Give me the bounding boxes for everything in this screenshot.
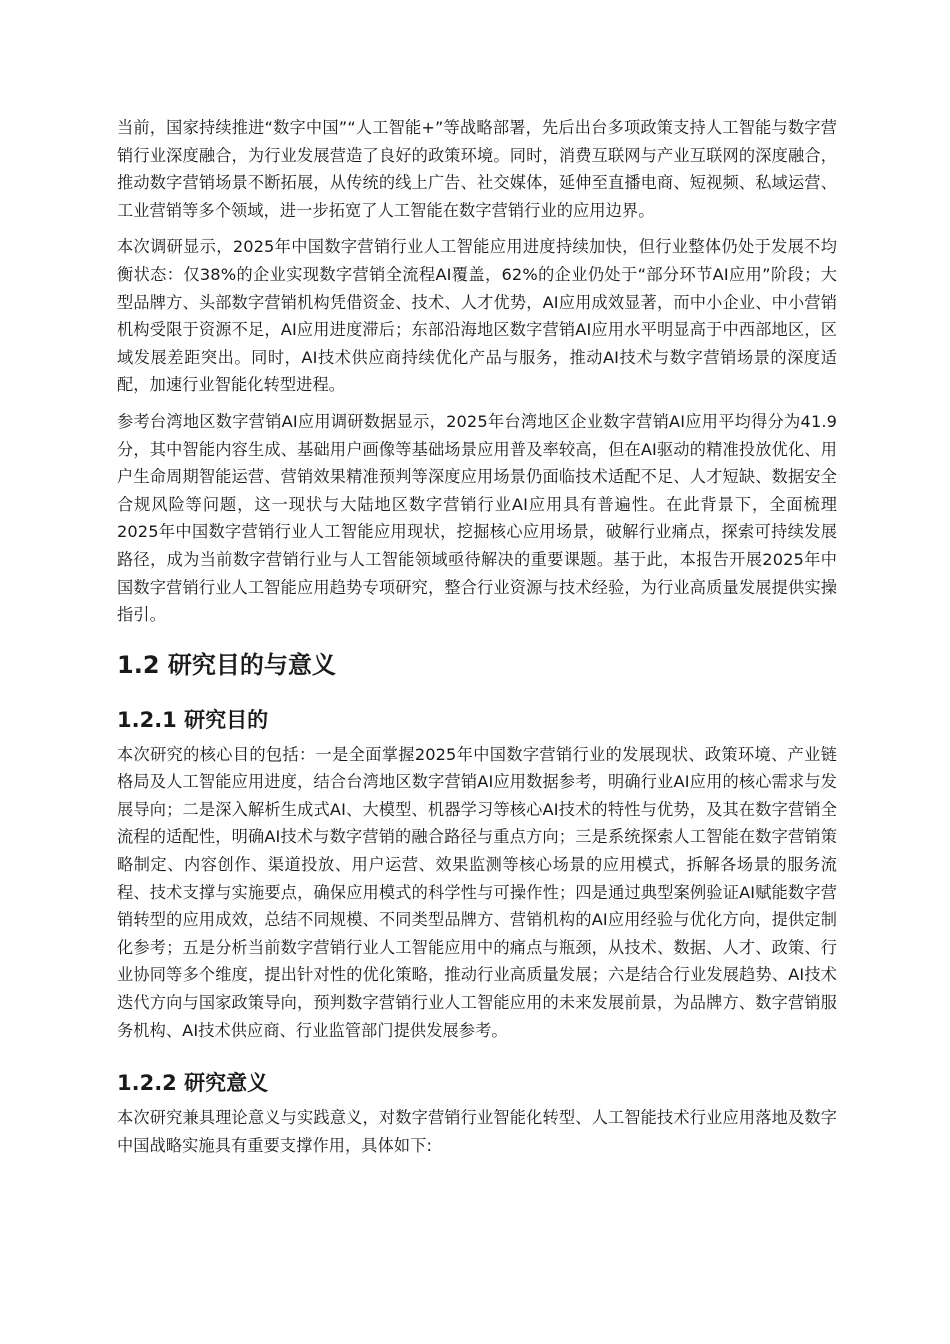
section-heading-1-2-1: 1.2.1 研究目的 [117,707,269,732]
research-purpose-paragraph: 本次研究的核心目的包括：一是全面掌握2025年中国数字营销行业的发展现状、政策环境、产业链格局及人工智能应用进度，结合台湾地区数字营销AI应用数据参考，明确行业AI应用的核心需求与发展导向；二是深入解析生成式AI、大模型、机器学习等核心AI技术的特性与优势，及其在数字营销全流程的适配性，明确AI技术与数字营销的融合路径与重点方向；三是系统探索人工智能在数字营销策略制定、内容创作、渠道投放、用户运营、效果监测等核心场景的应用模式，拆解各场景的服务流程、技术支撑与实施要点，确保应用模式的科学性与可操作性；四是通过典型案例验证AI赋能数字营销转型的应用成效，总结不同规模、不同类型品牌方、营销机构的AI应用经验与优化方向，提供定制化参考；五是分析当前数字营销行业人工智能应用中的痛点与瓶颈，从技术、数据、人才、政策、行业协同等多个维度，提出针对性的优化策略，推动行业高质量发展；六是结合行业发展趋势、AI技术迭代方向与国家政策导向，预判数字营销行业人工智能应用的未来发展前景，为品牌方、数字营销服务机构、AI技术供应商、行业监管部门提供发展参考。 [117,744,837,1040]
document-page [117,114,837,1168]
section-heading-1-2: 1.2 研究目的与意义 [117,650,336,679]
intro-paragraph-3: 参考台湾地区数字营销AI应用调研数据显示，2025年台湾地区企业数字营销AI应用平均得分为41.9分，其中智能内容生成、基础用户画像等基础场景应用普及率较高，但在AI驱动的精准投放优化、用户生命周期智能运营、营销效果精准预判等深度应用场景仍面临技术适配不足、人才短缺、数据安全合规风险等问题，这一现状与大陆地区数字营销行业AI应用具有普遍性。在此背景下，全面梳理2025年中国数字营销行业人工智能应用现状，挖掘核心应用场景，破解行业痛点，探索可持续发展路径，成为当前数字营销行业与人工智能领域亟待解决的重要课题。基于此，本报告开展2025年中国数字营销行业人工智能应用趋势专项研究，整合行业资源与技术经验，为行业高质量发展提供实操指引。 [117,411,837,625]
intro-paragraph-1: 当前，国家持续推进“数字中国”“人工智能+”等战略部署，先后出台多项政策支持人工智能与数字营销行业深度融合，为行业发展营造了良好的政策环境。同时，消费互联网与产业互联网的深度融合，推动数字营销场景不断拓展，从传统的线上广告、社交媒体，延伸至直播电商、短视频、私域运营、工业营销等多个领域，进一步拓宽了人工智能在数字营销行业的应用边界。 [117,118,837,220]
section-heading-1-2-2: 1.2.2 研究意义 [117,1071,269,1096]
research-significance-paragraph: 本次研究兼具理论意义与实践意义，对数字营销行业智能化转型、人工智能技术行业应用落地及数字中国战略实施具有重要支撑作用，具体如下: [117,1108,837,1155]
intro-paragraph-2: 本次调研显示，2025年中国数字营销行业人工智能应用进度持续加快，但行业整体仍处于发展不均衡状态：仅38%的企业实现数字营销全流程AI覆盖，62%的企业仍处于“部分环节AI应用”阶段；大型品牌方、头部数字营销机构凭借资金、技术、人才优势，AI应用成效显著，而中小企业、中小营销机构受限于资源不足，AI应用进度滞后；东部沿海地区数字营销AI应用水平明显高于中西部地区，区域发展差距突出。同时，AI技术供应商持续优化产品与服务，推动AI技术与数字营销场景的深度适配，加速行业智能化转型进程。 [117,237,837,395]
